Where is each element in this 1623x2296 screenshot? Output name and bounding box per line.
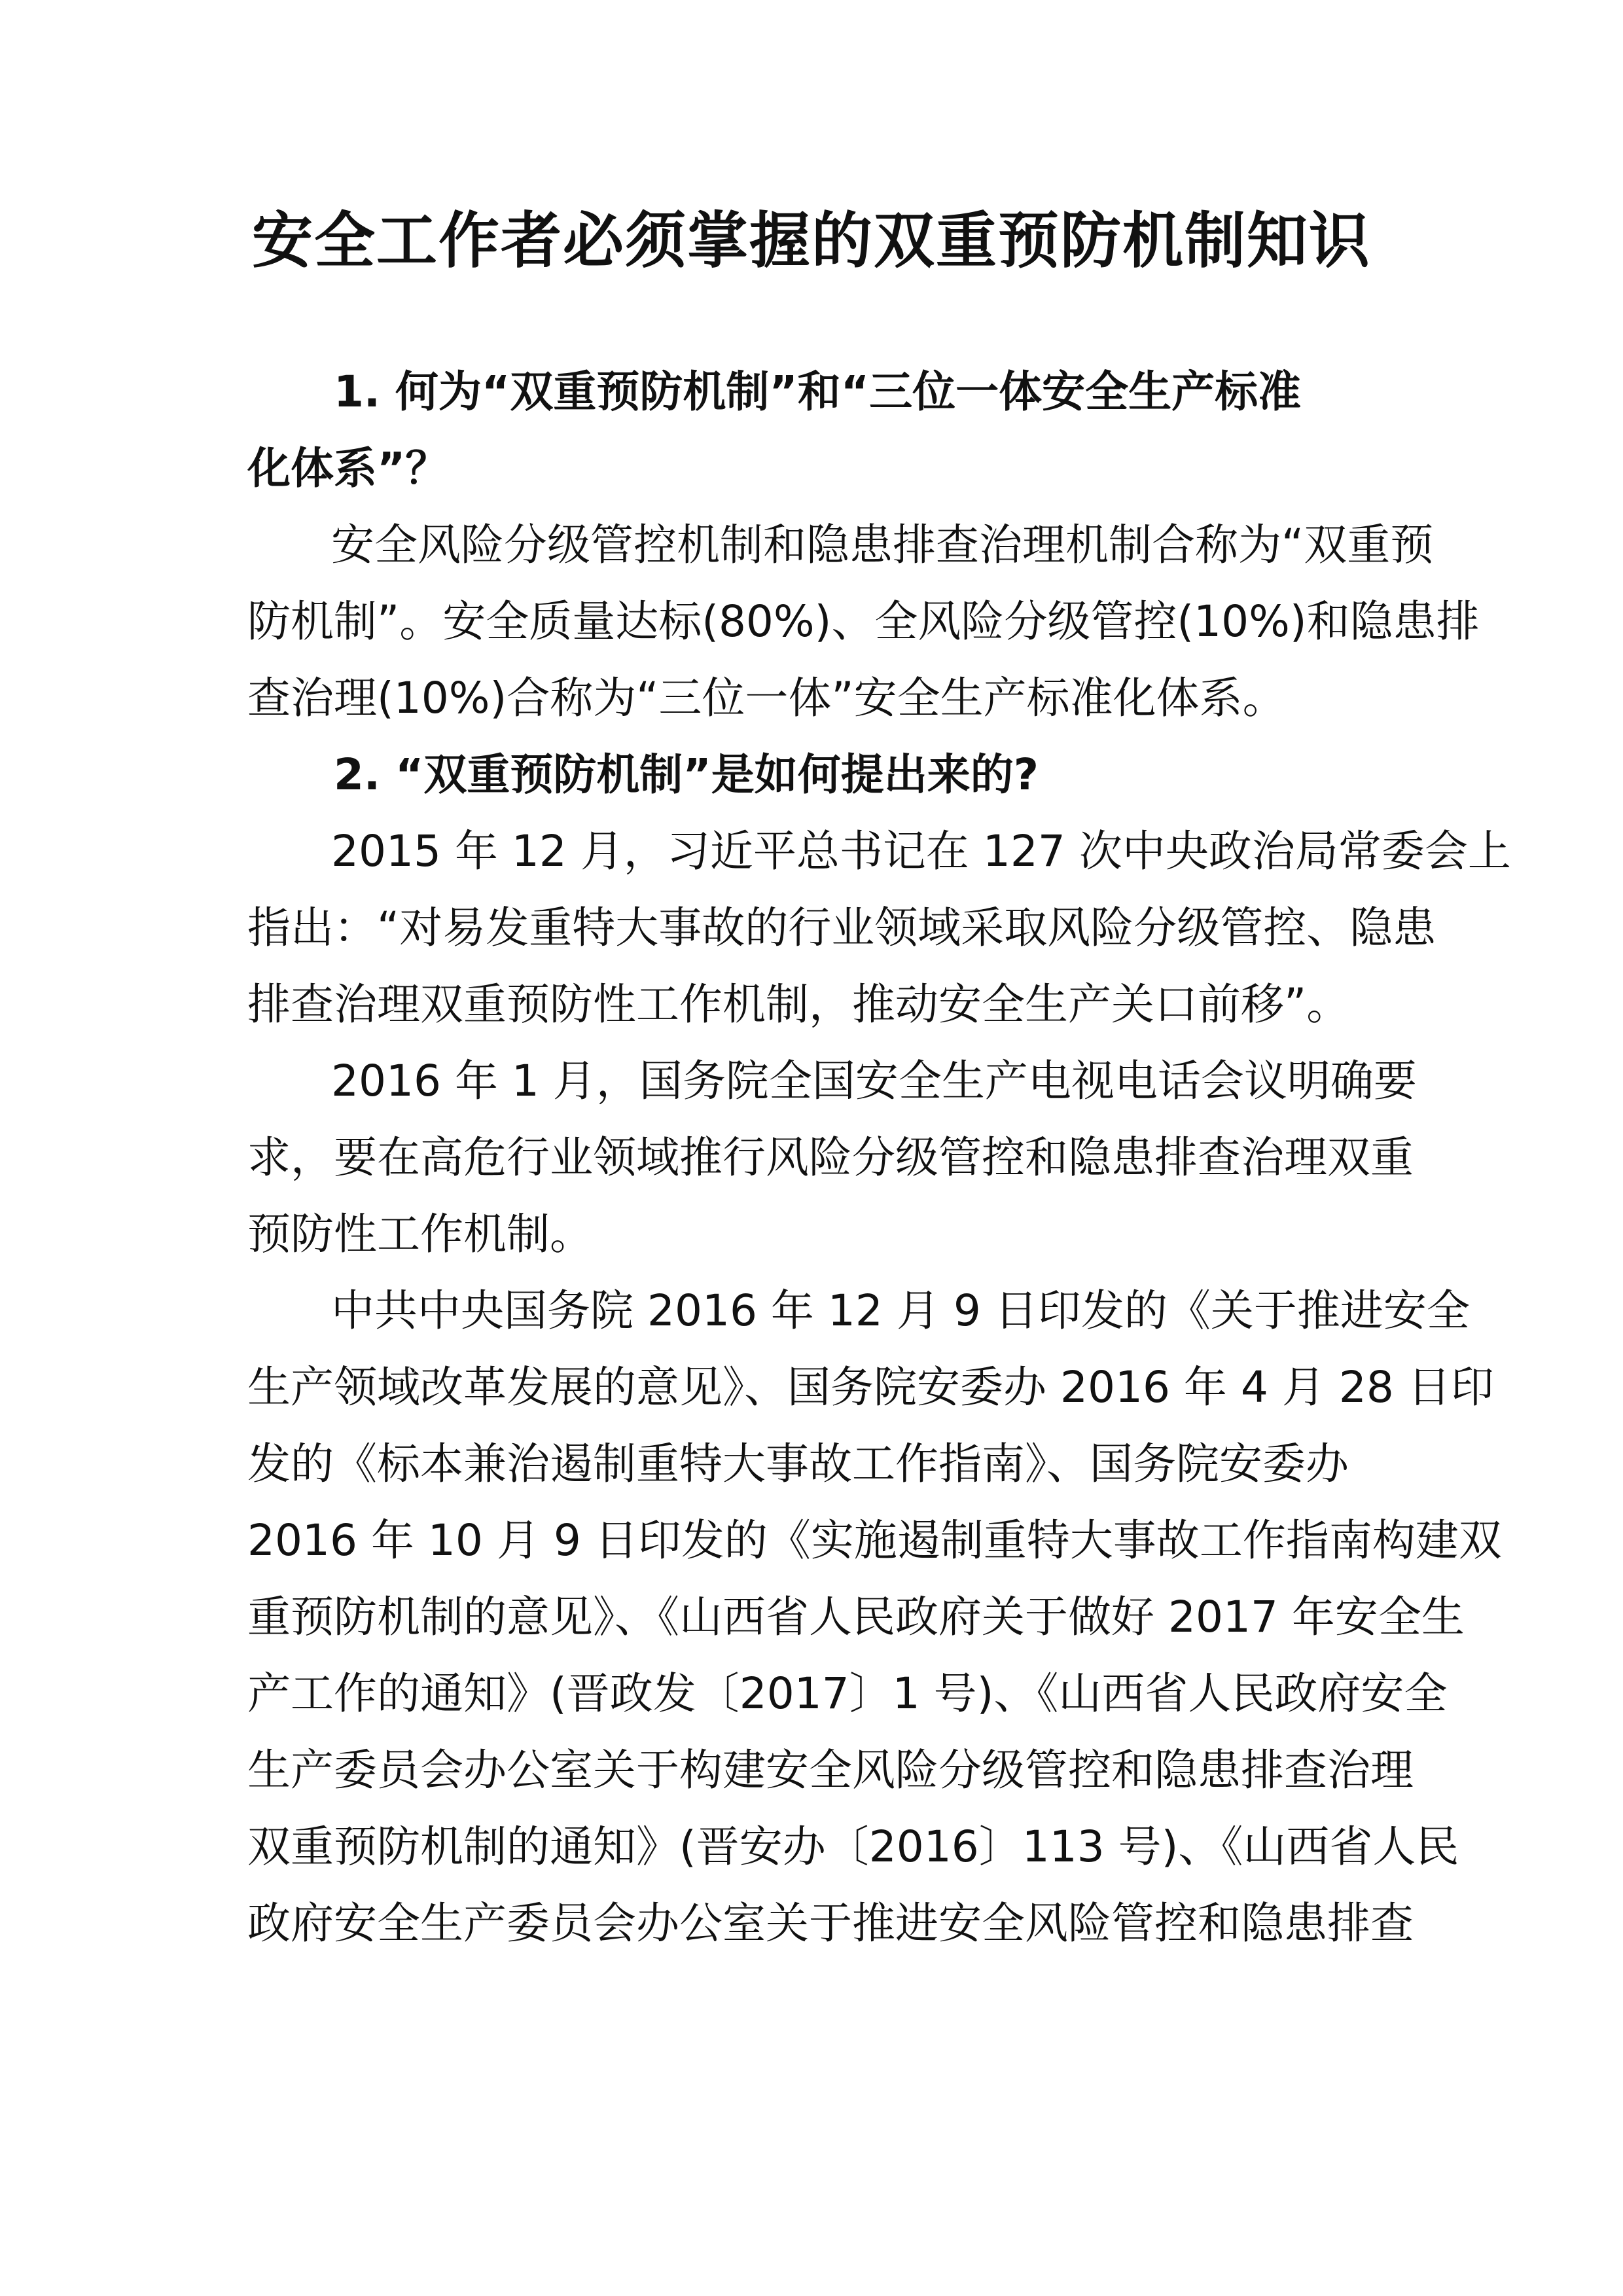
paragraph-line: 中共中央国务院 2016 年 12 月 9 日印发的《关于推进安全 [331,1285,1470,1336]
paragraph-line: 重预防机制的意见》、《山西省人民政府关于做好 2017 年安全生 [247,1592,1465,1642]
paragraph-line: 生产领域改革发展的意见》、国务院安委办 2016 年 4 月 28 日印 [247,1362,1494,1412]
paragraph-line: 政府安全生产委员会办公室关于推进安全风险管控和隐患排查 [247,1898,1414,1948]
paragraph-line: 2015 年 12 月，习近平总书记在 127 次中央政治局常委会上 [331,826,1511,876]
paragraph-line: 生产委员会办公室关于构建安全风险分级管控和隐患排查治理 [247,1745,1414,1795]
paragraph-line: 查治理(10%)合称为“三位一体”安全生产标准化体系。 [247,673,1286,723]
paragraph-line: 双重预防机制的通知》(晋安办〔2016〕113 号)、《山西省人民 [247,1821,1459,1872]
paragraph-line: 指出：“对易发重特大事故的行业领域采取风险分级管控、隐患 [247,903,1436,953]
paragraph-line: 2016 年 1 月，国务院全国安全生产电视电话会议明确要 [331,1056,1417,1106]
paragraph-line: 产工作的通知》(晋政发〔2017〕1 号)、《山西省人民政府安全 [247,1668,1448,1719]
paragraph [247,1043,1417,1272]
section-1 [247,353,1480,736]
paragraph-line: 安全风险分级管控机制和隐患排查治理机制合称为“双重预 [331,520,1434,570]
paragraph-line: 发的《标本兼治遏制重特大事故工作指南》、国务院安委办 [247,1439,1349,1489]
document-body [247,353,1511,1962]
paragraph [247,507,1480,736]
paragraph [247,813,1511,1043]
section-heading-line: 1. 何为“双重预防机制”和“三位一体安全生产标准 [334,367,1302,417]
section-heading-line: 2. “双重预防机制”是如何提出来的? [334,749,1039,800]
paragraph-line: 防机制”。安全质量达标(80%)、全风险分级管控(10%)和隐患排 [247,596,1480,647]
section-heading-line: 化体系”？ [247,443,449,493]
document-title: 安全工作者必须掌握的双重预防机制知识 [252,206,1371,276]
paragraph-line: 求，要在高危行业领域推行风险分级管控和隐患排查治理双重 [247,1132,1414,1183]
paragraph-line: 预防性工作机制。 [247,1209,593,1259]
paragraph [247,1272,1502,1962]
paragraph-line: 排查治理双重预防性工作机制，推动安全生产关口前移”。 [247,979,1350,1030]
section-2 [247,736,1511,1962]
paragraph-line: 2016 年 10 月 9 日印发的《实施遏制重特大事故工作指南构建双 [247,1515,1502,1566]
